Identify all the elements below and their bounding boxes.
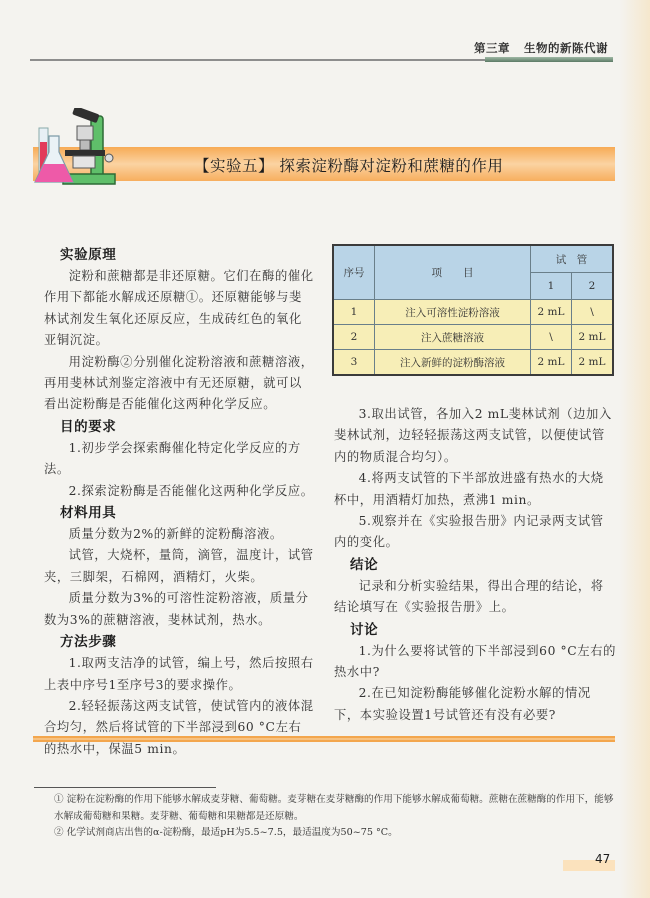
method-step: 2.轻轻振荡这两支试管，使试管内的液体混合均匀，然后将试管的下半部浸到60 °C左右的热水中，保温5 min。 xyxy=(44,698,314,756)
heading-principle: 实验原理 xyxy=(60,247,117,263)
table-row xyxy=(333,325,613,350)
principle-paragraph: 用淀粉酶②分别催化淀粉溶液和蔗糖溶液，再用斐林试剂鉴定溶液中有无还原糖，就可以看出淀粉酶是否能催化这两种化学反应。 xyxy=(44,354,314,412)
materials-paragraph: 试管，大烧杯，量筒，滴管，温度计，试管夹，三脚架，石棉网，酒精灯，火柴。 xyxy=(44,548,314,584)
method-step: 5.观察并在《实验报告册》内记录两支试管内的变化。 xyxy=(334,514,604,550)
col-header-tubes: 试 管 xyxy=(531,245,614,273)
heading-method: 方法步骤 xyxy=(60,634,117,651)
chapter-title: 生物的新陈代谢 xyxy=(524,41,608,55)
conclusion-paragraph: 记录和分析实验结果，得出合理的结论，将结论填写在《实验报告册》上。 xyxy=(334,578,604,615)
cell-index: 2 xyxy=(333,325,375,350)
objective-item: 1.初步学会探索酶催化特定化学反应的方法。 xyxy=(44,440,301,477)
footnote-rule xyxy=(34,787,216,788)
cell-tube1: \ xyxy=(531,325,572,350)
cell-item: 注入新鲜的淀粉酶溶液 xyxy=(375,350,531,376)
lab-flask-microscope-icon xyxy=(33,108,125,190)
section-end-rule xyxy=(33,736,615,742)
header-rule-accent xyxy=(485,57,613,62)
principle-paragraph: 淀粉和蔗糖都是非还原糖。它们在酶的催化作用下都能水解成还原糖①。还原糖能够与斐林试剂发生氧化还原反应，生成砖红色的氧化亚铜沉淀。 xyxy=(44,269,314,348)
header-rule xyxy=(30,59,485,61)
heading-discussion: 讨论 xyxy=(350,621,379,638)
cell-item: 注入蔗糖溶液 xyxy=(375,325,531,350)
materials-paragraph: 质量分数为3%的可溶性淀粉溶液，质量分数为3%的蔗糖溶液，斐林试剂，热水。 xyxy=(44,591,309,627)
method-step: 4.将两支试管的下半部放进盛有热水的大烧杯中，用酒精灯加热，煮沸1 min。 xyxy=(334,471,604,507)
col-header-index: 序号 xyxy=(333,245,375,300)
footnotes xyxy=(32,792,620,842)
footnote-2: ② 化学试剂商店出售的α-淀粉酶，最适pH为5.5~7.5，最适温度为50~75 °C。 xyxy=(54,827,398,838)
cell-tube1: 2 mL xyxy=(531,300,572,325)
heading-materials: 材料用具 xyxy=(60,505,117,522)
page-number: 47 xyxy=(595,852,611,866)
experiment-table xyxy=(332,244,614,376)
col-header-item: 项 目 xyxy=(375,245,531,300)
heading-conclusion: 结论 xyxy=(350,556,379,573)
chapter-number: 第三章 xyxy=(474,41,510,55)
running-header xyxy=(474,40,608,56)
heading-objectives: 目的要求 xyxy=(60,418,117,435)
cell-item: 注入可溶性淀粉溶液 xyxy=(375,300,531,325)
cell-tube2: 2 mL xyxy=(572,325,614,350)
col-header-tube2: 2 xyxy=(572,273,614,300)
left-column xyxy=(44,244,314,760)
right-column xyxy=(334,404,616,726)
table-row xyxy=(333,350,613,376)
method-step: 3.取出试管，各加入2 mL斐林试剂（边加入斐林试剂，边轻轻振荡这两支试管，以便使试管内的物质混合均匀）。 xyxy=(334,407,612,464)
discussion-item: 2.在已知淀粉酶能够催化淀粉水解的情况下，本实验设置1号试管还有没有必要? xyxy=(334,686,591,722)
cell-tube2: 2 mL xyxy=(572,350,614,376)
objective-item: 2.探索淀粉酶是否能催化这两种化学反应。 xyxy=(68,483,314,498)
table-row xyxy=(333,300,613,325)
col-header-tube1: 1 xyxy=(531,273,572,300)
footnote-1: ① 淀粉在淀粉酶的作用下能够水解成麦芽糖、葡萄糖。麦芽糖在麦芽糖酶的作用下能够水解成葡萄糖。蔗糖在蔗糖酶的作用下，能够水解成葡萄糖和果糖。麦芽糖、葡萄糖和果糖都是还原糖。 xyxy=(54,794,614,822)
experiment-title: 【实验五】 探索淀粉酶对淀粉和蔗糖的作用 xyxy=(194,157,504,175)
method-step: 1.取两支洁净的试管，编上号，然后按照右上表中序号1至序号3的要求操作。 xyxy=(44,656,314,692)
page-edge-shade xyxy=(620,0,650,898)
cell-tube1: 2 mL xyxy=(531,350,572,376)
discussion-item: 1.为什么要将试管的下半部浸到60 °C左右的热水中? xyxy=(334,643,616,680)
cell-tube2: \ xyxy=(572,300,614,325)
cell-index: 1 xyxy=(333,300,375,325)
cell-index: 3 xyxy=(333,350,375,376)
materials-paragraph: 质量分数为2%的新鲜的淀粉酶溶液。 xyxy=(68,527,283,542)
